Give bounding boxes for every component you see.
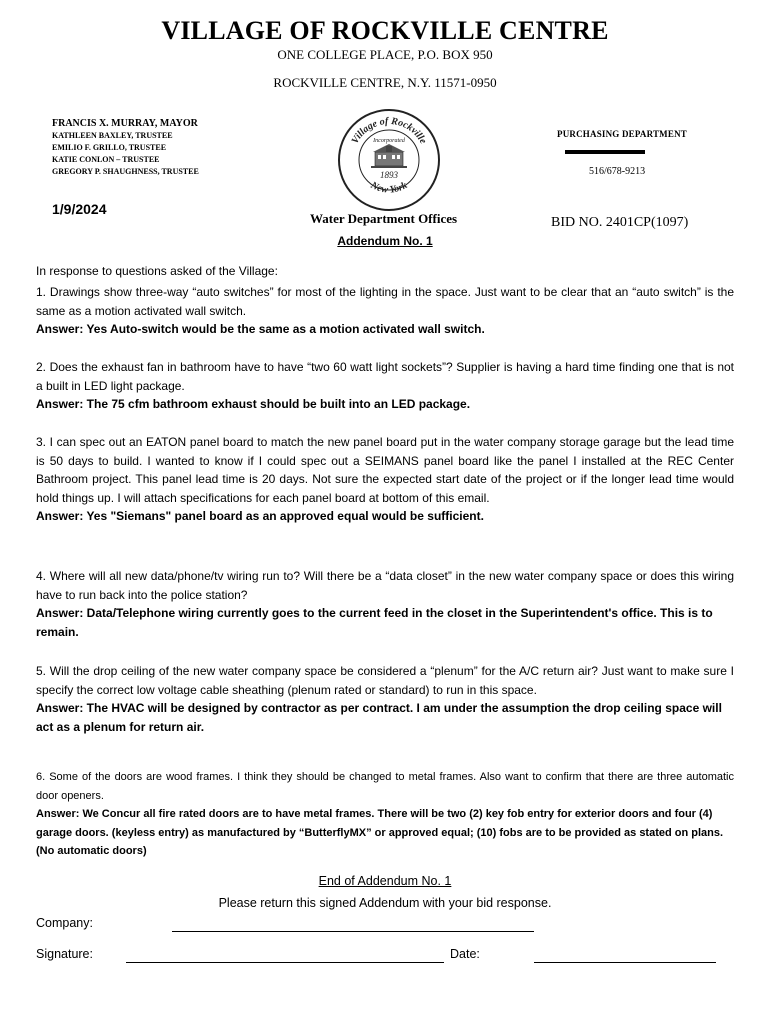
document-title: VILLAGE OF ROCKVILLE CENTRE <box>161 16 609 45</box>
village-seal-logo <box>337 108 441 212</box>
answer-text: Answer: Yes "Siemans" panel board as an approved equal would be sufficient. <box>36 509 484 523</box>
official-trustee: GREGORY P. SHAUGHNESS, TRUSTEE <box>52 167 199 176</box>
answer-text: Answer: We Concur all fire rated doors are to have metal frames. There will be two (2) key fob entry for exterior doors and four (4) garage doors. (keyless entry) as manufactured by “ButterflyMX” or approved equal; (10) fobs are to be provided as stated on plans. (No automatic doors) <box>36 808 724 857</box>
qa-item-4 <box>36 567 734 641</box>
intro-line: In response to questions asked of the Village: <box>36 264 278 278</box>
question-text: 5. Will the drop ceiling of the new water company space be considered a “plenum” for the A/C return air? Just want to make sure I specify the correct low voltage cable sheathing (plenum rated or standard) to run in this space. <box>36 664 734 697</box>
question-text: 6. Some of the doors are wood frames. I think they should be changed to metal frames. Also want to confirm that there are three automatic door openers. <box>36 771 734 802</box>
company-label: Company: <box>36 916 93 930</box>
svg-text:New York <box>368 179 409 195</box>
document-date: 1/9/2024 <box>52 201 107 217</box>
seal-year: 1893 <box>380 170 398 180</box>
office-name: Water Department Offices <box>310 211 458 226</box>
company-field-line[interactable] <box>172 931 534 932</box>
end-of-addendum: End of Addendum No. 1 <box>318 874 452 888</box>
question-text: 3. I can spec out an EATON panel board to match the new panel board put in the water company storage garage but the lead time is 50 days to build. I wanted to know if I could spec out a SEIMANS panel board like the panel I installed at the REC Center Bathroom project. This panel lead time is 20 days. Not sure the expected start date of the project or if the longer lead time would hold things up. I will attach specifications for each panel board at bottom of this email. <box>36 435 734 505</box>
return-instruction: Please return this signed Addendum with your bid response. <box>218 896 552 910</box>
bid-number: BID NO. 2401CP(1097) <box>551 215 689 230</box>
official-trustee: EMILIO F. GRILLO, TRUSTEE <box>52 143 167 152</box>
signature-field-line[interactable] <box>126 962 444 963</box>
question-text: 2. Does the exhaust fan in bathroom have to have “two 60 watt light sockets”? Supplier is having a hard time finding one that is not a built in LED light package. <box>36 360 734 393</box>
official-mayor: FRANCIS X. MURRAY, MAYOR <box>52 118 198 129</box>
intro-text <box>36 262 734 281</box>
department-rule-divider <box>565 150 645 154</box>
answer-text: Answer: Yes Auto-switch would be the same as a motion activated wall switch. <box>36 322 485 336</box>
answer-text: Answer: The HVAC will be designed by contractor as per contract. I am under the assumption the drop ceiling space will act as a plenum for return air. <box>36 701 722 734</box>
qa-item-3 <box>36 433 734 526</box>
addendum-title: Addendum No. 1 <box>337 234 433 248</box>
address-line-1: ONE COLLEGE PLACE, P.O. BOX 950 <box>277 47 493 62</box>
qa-item-6 <box>36 768 734 861</box>
department-name: PURCHASING DEPARTMENT <box>557 129 687 139</box>
seal-incorporated: Incorporated <box>373 138 405 144</box>
answer-text: Answer: Data/Telephone wiring currently goes to the current feed in the closet in the Superintendent's office. This is to remain. <box>36 606 713 639</box>
official-trustee: KATHLEEN BAXLEY, TRUSTEE <box>52 131 173 140</box>
date-field-line[interactable] <box>534 962 716 963</box>
department-phone: 516/678-9213 <box>589 166 646 177</box>
address-line-2: ROCKVILLE CENTRE, N.Y. 11571-0950 <box>273 75 497 90</box>
date-label: Date: <box>450 947 480 961</box>
qa-item-1 <box>36 283 734 339</box>
seal-bottom-text: New York <box>368 179 410 196</box>
qa-item-5 <box>36 662 734 736</box>
signature-label: Signature: <box>36 947 93 961</box>
official-trustee: KATIE CONLON – TRUSTEE <box>52 155 160 164</box>
qa-item-2 <box>36 358 734 414</box>
officials-list <box>52 118 199 178</box>
question-text: 4. Where will all new data/phone/tv wiring run to? Will there be a “data closet” in the new water company space or does this wiring have to run back into the police station? <box>36 569 734 602</box>
answer-text: Answer: The 75 cfm bathroom exhaust should be built into an LED package. <box>36 397 471 411</box>
seal-top-text: Village of Rockville <box>349 115 429 146</box>
question-text: 1. Drawings show three-way “auto switches” for most of the lighting in the space. Just want to be clear that an “auto switch” is the same as a motion activated wall switch. <box>36 285 734 318</box>
